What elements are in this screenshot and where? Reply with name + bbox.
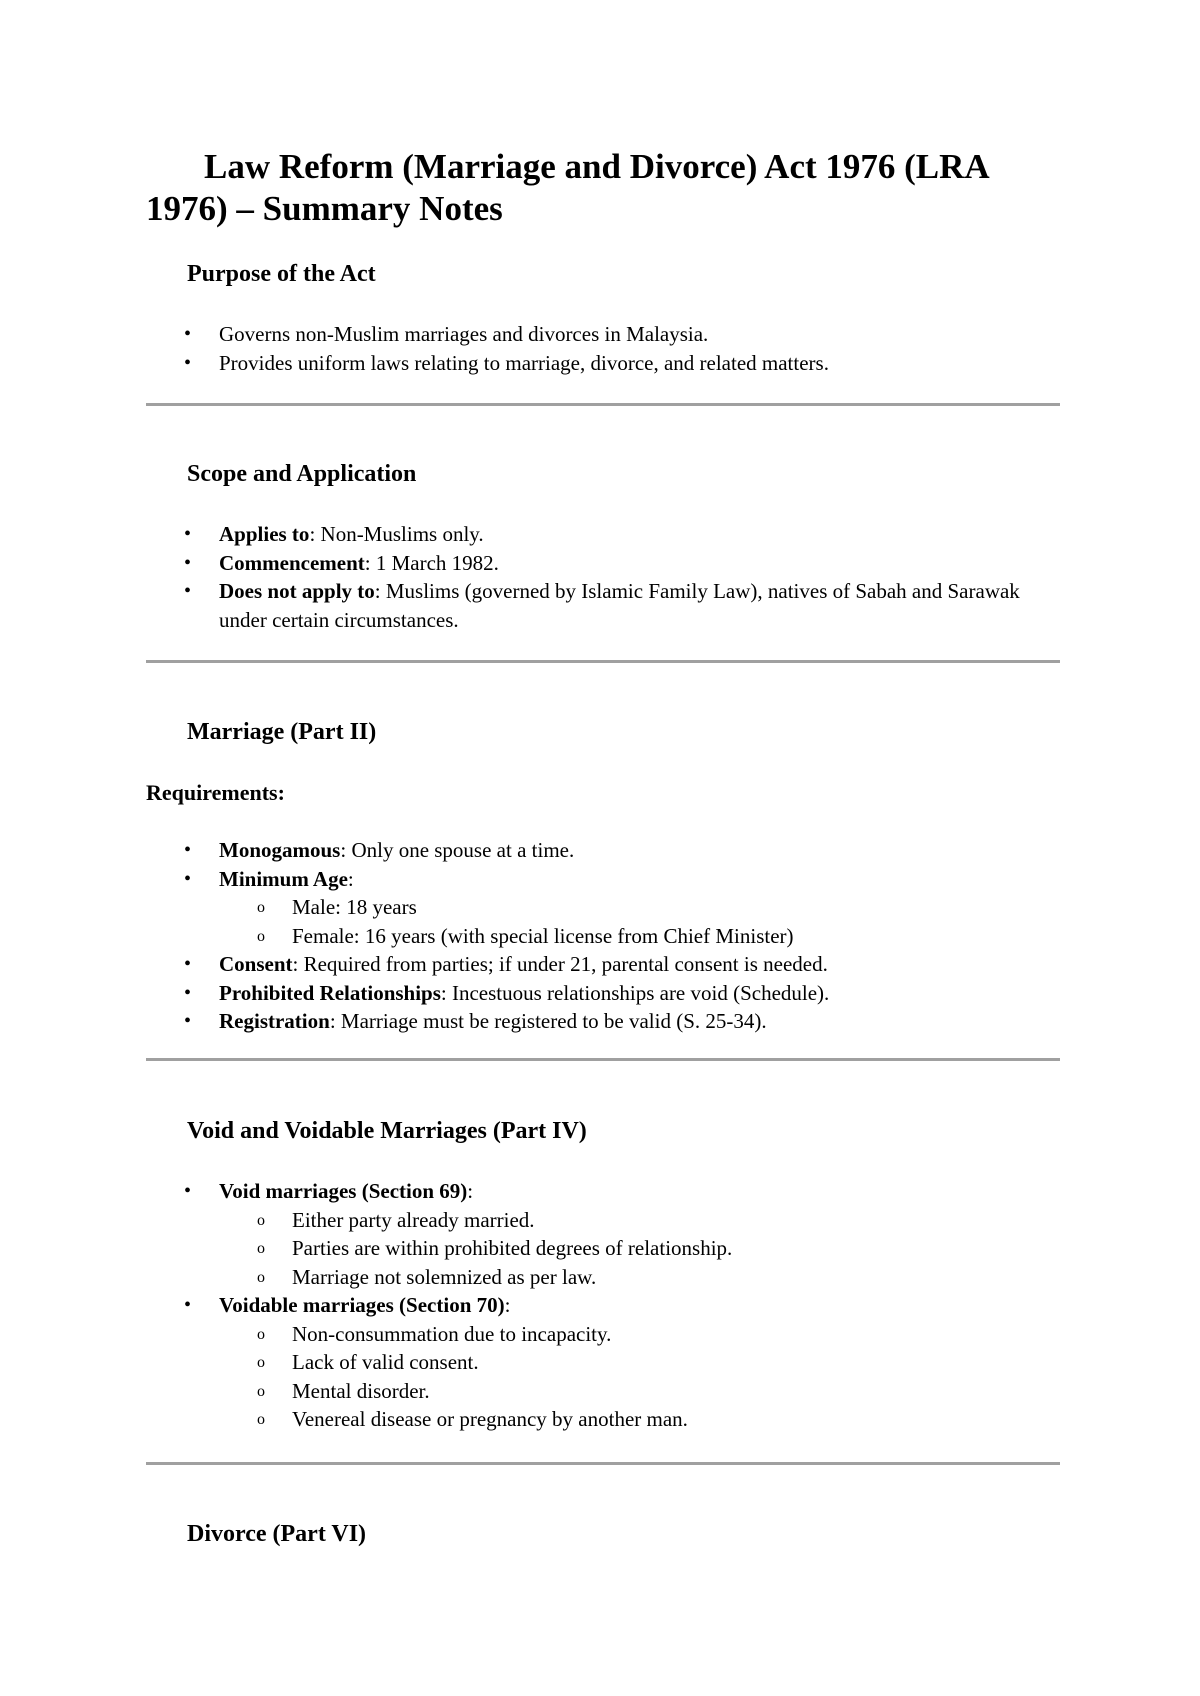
definition: :: [467, 1179, 474, 1203]
list-item: • Governs non-Muslim marriages and divorces in Malaysia.: [0, 320, 1059, 349]
definition: : Only one spouse at a time.: [340, 838, 575, 862]
sublist: [219, 893, 1059, 950]
list-item: • Provides uniform laws relating to marriage, divorce, and related matters.: [0, 349, 1059, 378]
heading-divorce: Divorce (Part VI): [187, 1521, 367, 1547]
definition: : Muslims (governed by Islamic Family Law), natives of Sabah and Sarawak under certain circumstances.: [219, 579, 1020, 632]
purpose-list: [0, 320, 1059, 377]
divider: [146, 403, 1060, 406]
heading-void-voidable: Void and Voidable Marriages (Part IV): [187, 1118, 587, 1144]
term: Commencement: [219, 550, 365, 575]
divider: [146, 1462, 1060, 1465]
list-item: [0, 1007, 1059, 1036]
sublist: [219, 1320, 1059, 1434]
sublist-item: o Marriage not solemnized as per law.: [219, 1263, 1059, 1292]
term: Consent: [219, 952, 293, 976]
definition: : Marriage must be registered to be valid (S. 25-34).: [329, 1009, 767, 1033]
term: Applies to: [219, 522, 310, 546]
term: Void marriages (Section 69): [219, 1179, 468, 1203]
sublist-item: o Male: 18 years: [219, 893, 1059, 922]
heading-marriage: Marriage (Part II): [187, 719, 377, 745]
term: Registration: [219, 1009, 330, 1033]
list-item: [0, 950, 1059, 979]
definition: : Non-Muslims only.: [309, 522, 484, 546]
heading-purpose: Purpose of the Act: [187, 261, 376, 287]
sublist-item: o Lack of valid consent.: [219, 1348, 1059, 1377]
subheading-requirements: Requirements:: [146, 780, 285, 805]
definition: : Incestuous relationships are void (Schedule).: [440, 980, 830, 1005]
list-item: [0, 577, 1059, 634]
list-item: [0, 520, 1059, 549]
void-list: [0, 1177, 1059, 1434]
document-title: Law Reform (Marriage and Divorce) Act 1976 (LRA 1976) – Summary Notes: [146, 147, 988, 228]
term: Prohibited Relationships: [219, 980, 441, 1005]
sublist-item: o Venereal disease or pregnancy by another man.: [219, 1405, 1059, 1434]
list-item: [0, 1291, 1059, 1434]
term: Monogamous: [219, 838, 341, 862]
definition: :: [504, 1293, 511, 1317]
list-item: [0, 1177, 1059, 1291]
sublist-item: o Parties are within prohibited degrees of relationship.: [219, 1234, 1059, 1263]
list-item: [0, 549, 1059, 578]
list-item: [0, 865, 1059, 951]
sublist-item: o Non-consummation due to incapacity.: [219, 1320, 1059, 1349]
divider: [146, 660, 1060, 663]
sublist-item: o Either party already married.: [219, 1206, 1059, 1235]
term: Minimum Age: [219, 866, 348, 891]
marriage-list: [0, 836, 1059, 1036]
list-item: [0, 979, 1059, 1008]
term: Voidable marriages (Section 70): [219, 1293, 505, 1317]
list-item: [0, 836, 1059, 865]
term: Does not apply to: [219, 579, 375, 603]
sublist-item: o Mental disorder.: [219, 1377, 1059, 1406]
definition: : 1 March 1982.: [364, 550, 499, 575]
divider: [146, 1058, 1060, 1061]
heading-scope: Scope and Application: [187, 461, 417, 487]
sublist-item: o Female: 16 years (with special license from Chief Minister): [219, 922, 1059, 951]
definition: :: [347, 866, 354, 891]
sublist: [219, 1206, 1059, 1292]
scope-list: [0, 520, 1059, 634]
definition: : Required from parties; if under 21, parental consent is needed.: [292, 952, 828, 976]
